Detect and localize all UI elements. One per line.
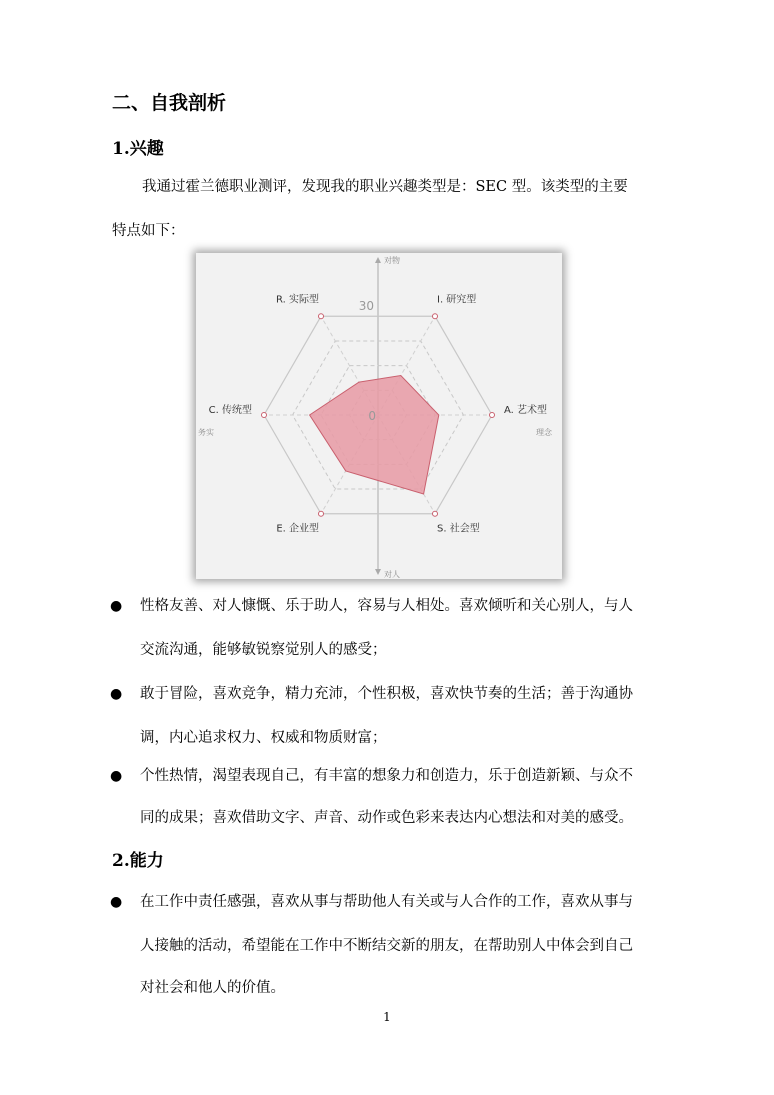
subsection-interest-title: 1.兴趣 (112, 139, 164, 159)
bullet-1-line-1: 性格友善、对人慷慨、乐于助人，容易与人相处。喜欢倾听和关心别人，与人 (140, 598, 633, 614)
axis-tag-right: 理念 (536, 428, 552, 437)
radar-axis-label: S. 社会型 (437, 523, 480, 535)
bullet-icon: ● (110, 768, 123, 784)
bullet-2-line-2: 调，内心追求权力、权威和物质财富； (140, 730, 387, 746)
axis-tag-bottom: 对人 (384, 570, 400, 579)
bullet-3-line-1: 个性热情，渴望表现自己，有丰富的想象力和创造力，乐于创造新颖、与众不 (140, 768, 633, 784)
radar-chart (196, 253, 562, 579)
section-title: 二、自我剖析 (112, 92, 227, 114)
radar-axis-label: I. 研究型 (437, 294, 477, 306)
axis-arrow-down-icon (375, 569, 381, 575)
radar-axis-label: A. 艺术型 (504, 405, 548, 416)
radar-vertex-dot (490, 413, 495, 418)
ability-line-3: 对社会和他人的价值。 (140, 980, 285, 996)
radar-data-area (310, 376, 439, 494)
axis-tag-top: 对物 (384, 256, 400, 265)
radar-vertex-dot (433, 511, 438, 516)
radar-vertex-dot (319, 511, 324, 516)
radar-axis-label: R. 实际型 (276, 294, 319, 306)
radar-vertex-dot (433, 314, 438, 319)
bullet-2-line-1: 敢于冒险，喜欢竞争，精力充沛，个性积极，喜欢快节奏的生活；善于沟通协 (140, 686, 633, 702)
bullet-icon: ● (110, 686, 123, 702)
bullet-1-line-2: 交流沟通，能够敏锐察觉别人的感受； (140, 642, 387, 658)
ability-line-2: 人接触的活动，希望能在工作中不断结交新的朋友，在帮助别人中体会到自己 (140, 938, 633, 954)
axis-arrow-up-icon (375, 257, 381, 263)
axis-tag-left: 务实 (198, 428, 214, 437)
intro-line-1: 我通过霍兰德职业测评，发现我的职业兴趣类型是：SEC 型。该类型的主要 (142, 179, 628, 195)
radar-vertex-dot (319, 314, 324, 319)
radar-axis-label: C. 传统型 (208, 405, 252, 416)
radar-axis-label: E. 企业型 (276, 523, 319, 535)
bullet-icon: ● (110, 894, 123, 910)
radar-scale-max: 30 (358, 299, 374, 313)
ability-line-1: 在工作中责任感强，喜欢从事与帮助他人有关或与人合作的工作，喜欢从事与 (140, 894, 633, 910)
page-number: 1 (383, 1010, 391, 1024)
intro-line-2: 特点如下： (112, 223, 185, 239)
bullet-3-line-2: 同的成果；喜欢借助文字、声音、动作或色彩来表达内心想法和对美的感受。 (140, 810, 633, 826)
radar-chart-svg (196, 253, 562, 579)
bullet-icon: ● (110, 598, 123, 614)
subsection-ability-title: 2.能力 (112, 851, 164, 871)
radar-vertex-dot (262, 413, 267, 418)
radar-scale-min: 0 (368, 409, 376, 423)
